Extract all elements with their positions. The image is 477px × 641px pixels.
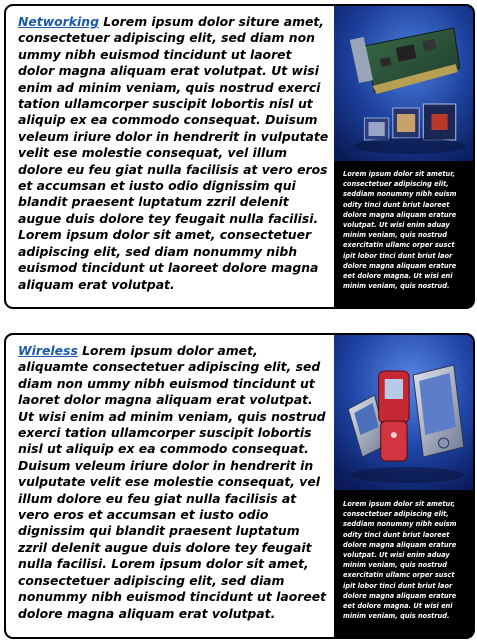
- wireless-body: Lorem ipsum dolor amet, aliquamte consectetuer adipiscing elit, sed diam non ummy nibh euismod tincidunt ut laoret dolor magna aliquam erat volutpat. Ut wisi enim ad minim veniam, quis nostrud exerci tation ullamcorper suscipit lobortis nisl ut aliquip ex ea commodo consequat. Duisum veleum iriure dolor in hendrerit in vulputate velit ese molestie consequat, vel illum dolore eu feu giat nulla facilisis at vero eros et accumsan et iusto odio dignissim qui blandit praesent luptatum zzril delenit augue duis dolore tey feugait nulla facilisi. Lorem ipsum dolor sit amet, consectetuer adipiscing elit, sed diam nonummy nibh euismod tincidunt ut laoreet dolore magna aliquam erat volutpat.: [18, 343, 327, 621]
- networking-body: Lorem ipsum dolor siture amet, consectetuer adipiscing elit, sed diam non ummy nibh euismod tincidunt ut laoret dolor magna aliquam erat volutpat. Ut wisi enim ad minim veniam, quis nostrud exerci tation ullamcorper suscipit lobortis nisl ut aliquip ex ea commodo consequat. Duisum veleum iriure dolor in hendrerit in vulputate velit ese molestie consequat, vel illum dolore eu feu giat nulla facilisis at vero eros et accumsan et iusto odio dignissim qui blandit praesent luptatum zzril delenit augue duis dolore tey feugait nulla facilisi. Lorem ipsum dolor sit amet, consectetuer adipiscing elit, sed diam nonummy nibh euismod tincidunt ut laoreet dolore magna aliquam erat volutpat.: [18, 14, 329, 292]
- networking-caption: Lorem ipsum dolor sit ametur, consectetuer adipiscing elit, seddiam nonummy nibh euism odity tinci dunt briut laoreet dolore magna aliquam erature volutpat. Ut wisi enim aduay minim veniam, quis nostrud exercitatin ullamc orper susct ipit lobor tinci dunt briut laor dolore magna aliquam erature eet dolore magna. Ut wisi eni minim veniam, quis nostrud.: [343, 170, 457, 291]
- wireless-side-panel: [334, 335, 473, 637]
- networking-paragraph: [18, 14, 330, 293]
- networking-side-panel: [334, 6, 473, 307]
- wireless-card: [4, 333, 475, 639]
- wireless-paragraph: [18, 343, 330, 622]
- wireless-caption: Lorem ipsum dolor sit ametur, consectetuer adipiscing elit, seddiam nonummy nibh euism odity tinci dunt briut laoreet dolore magna aliquam erature volutpat. Ut wisi enim aduay minim veniam, quis nostrud exercitatin ullamc orper susct ipit lobor tinci dunt briut laor dolore magna aliquam erature eet dolore magna. Ut wisi eni minim veniam, quis nostrud.: [343, 500, 457, 621]
- network-card-illustration: [334, 6, 473, 161]
- wireless-title-link[interactable]: Wireless: [18, 343, 78, 358]
- mobile-devices-photo: [334, 335, 473, 490]
- networking-title-link[interactable]: Networking: [18, 14, 99, 29]
- network-card-photo: [334, 6, 473, 161]
- wireless-text-panel: [6, 335, 334, 637]
- networking-text-panel: [6, 6, 334, 307]
- networking-card: [4, 4, 475, 309]
- mobile-devices-illustration: [334, 335, 473, 490]
